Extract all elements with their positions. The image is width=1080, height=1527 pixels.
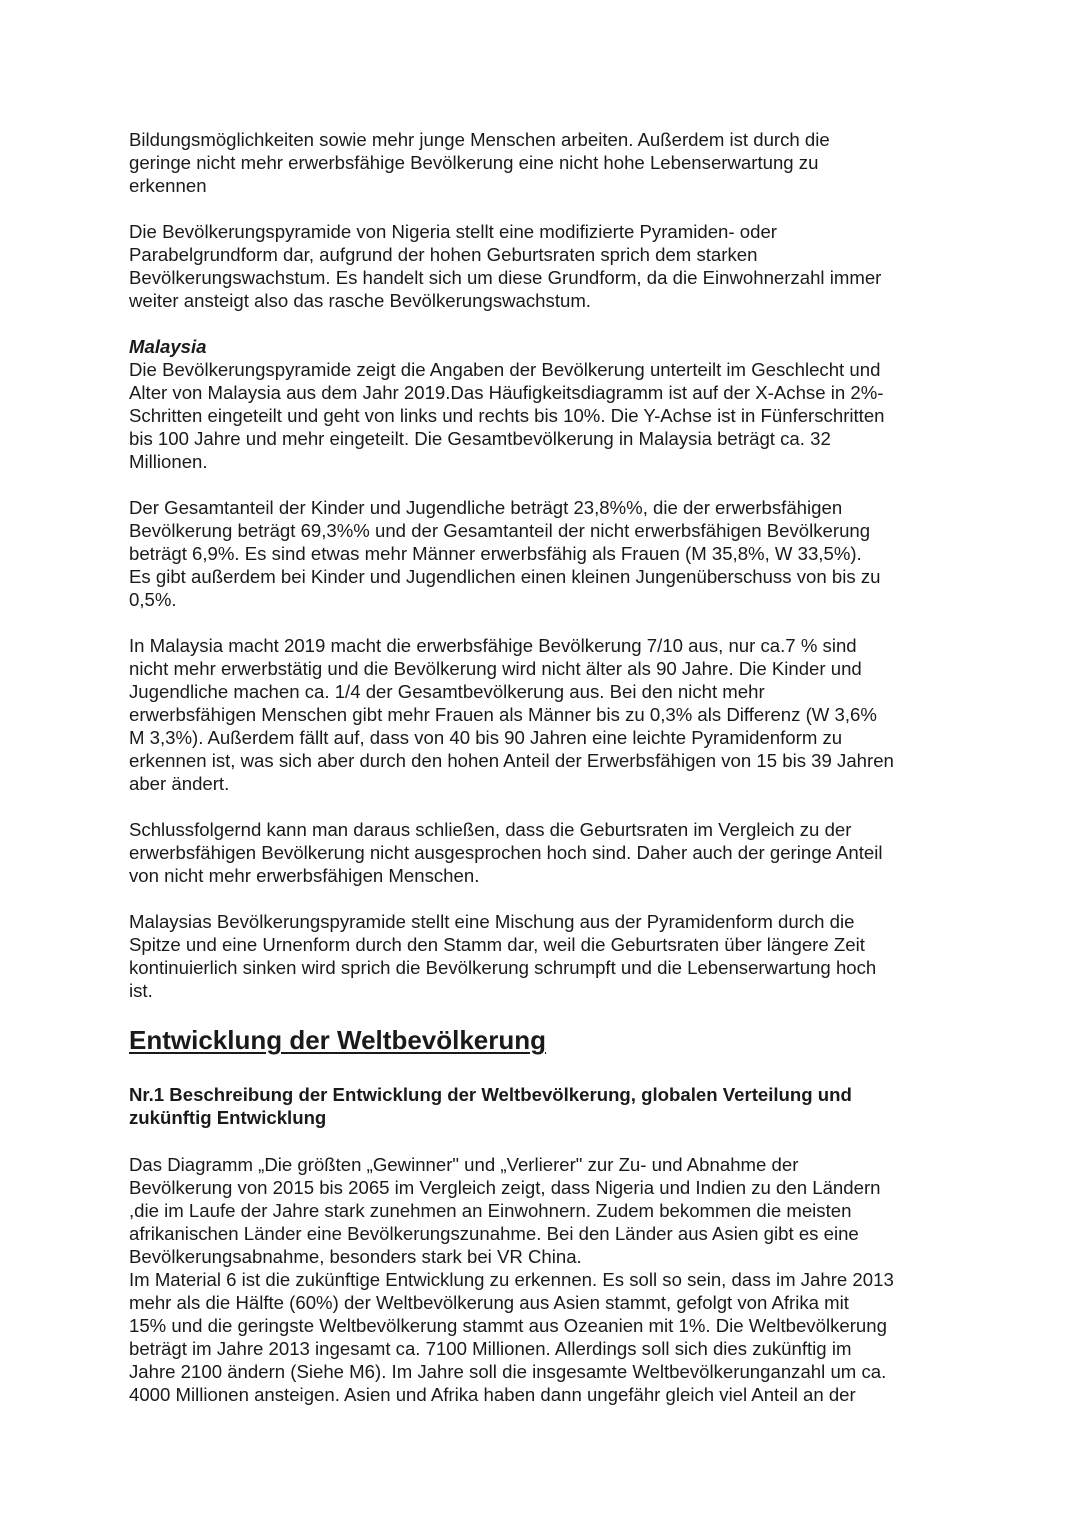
text-line: Jahre 2100 ändern (Siehe M6). Im Jahre soll die insgesamte Weltbevölkerunganzahl um ca.: [129, 1361, 887, 1382]
intro-paragraph-2: [129, 220, 959, 312]
text-line: In Malaysia macht 2019 macht die erwerbsfähige Bevölkerung 7/10 aus, nur ca.7 % sind: [129, 635, 857, 656]
text-line: Der Gesamtanteil der Kinder und Jugendliche beträgt 23,8%%, die der erwerbsfähigen: [129, 497, 843, 518]
text-line: Schritten eingeteilt und geht von links und rechts bis 10%. Die Y-Achse ist in Fünferschritten: [129, 405, 885, 426]
text-line: erkennen ist, was sich aber durch den hohen Anteil der Erwerbsfähigen von 15 bis 39 Jahren: [129, 750, 894, 771]
text-line: Bevölkerung von 2015 bis 2065 im Vergleich zeigt, dass Nigeria und Indien zu den Ländern: [129, 1177, 881, 1198]
text-line: 0,5%.: [129, 589, 177, 610]
document-page: [129, 128, 959, 1406]
malaysia-heading: Malaysia: [129, 336, 207, 357]
text-line: kontinuierlich sinken wird sprich die Bevölkerung schrumpft und die Lebenserwartung hoch: [129, 957, 877, 978]
text-line: Bevölkerungsabnahme, besonders stark bei VR China.: [129, 1246, 582, 1267]
text-line: Im Material 6 ist die zukünftige Entwicklung zu erkennen. Es soll so sein, dass im Jahre 2013: [129, 1269, 894, 1290]
text-line: aber ändert.: [129, 773, 230, 794]
section-paragraph-1: [129, 1153, 959, 1406]
subtitle-line: Nr.1 Beschreibung der Entwicklung der Weltbevölkerung, globalen Verteilung und: [129, 1084, 852, 1105]
malaysia-paragraph-4: [129, 818, 959, 887]
text-line: Es gibt außerdem bei Kinder und Jugendlichen einen kleinen Jungenüberschuss von bis zu: [129, 566, 881, 587]
text-line: 15% und die geringste Weltbevölkerung stammt aus Ozeanien mit 1%. Die Weltbevölkerung: [129, 1315, 887, 1336]
text-line: Die Bevölkerungspyramide von Nigeria stellt eine modifizierte Pyramiden- oder: [129, 221, 777, 242]
text-line: afrikanischen Länder eine Bevölkerungszunahme. Bei den Länder aus Asien gibt es eine: [129, 1223, 859, 1244]
text-line: Bildungsmöglichkeiten sowie mehr junge Menschen arbeiten. Außerdem ist durch die: [129, 129, 830, 150]
text-line: Schlussfolgernd kann man daraus schließen, dass die Geburtsraten im Vergleich zu der: [129, 819, 852, 840]
malaysia-paragraph-3: [129, 634, 959, 795]
intro-paragraph-1: [129, 128, 959, 197]
text-line: ist.: [129, 980, 153, 1001]
text-line: Die Bevölkerungspyramide zeigt die Angaben der Bevölkerung unterteilt im Geschlecht und: [129, 359, 881, 380]
subtitle-line: zukünftig Entwicklung: [129, 1107, 327, 1128]
text-line: nicht mehr erwerbstätig und die Bevölkerung wird nicht älter als 90 Jahre. Die Kinder und: [129, 658, 862, 679]
section-title: Entwicklung der Weltbevölkerung: [129, 1025, 547, 1055]
text-line: Bevölkerung beträgt 69,3%% und der Gesamtanteil der nicht erwerbsfähigen Bevölkerung: [129, 520, 871, 541]
malaysia-paragraph-5: [129, 910, 959, 1002]
text-line: bis 100 Jahre und mehr eingeteilt. Die Gesamtbevölkerung in Malaysia beträgt ca. 32: [129, 428, 831, 449]
text-line: 4000 Millionen ansteigen. Asien und Afrika haben dann ungefähr gleich viel Anteil an der: [129, 1384, 856, 1405]
section-subtitle: [129, 1083, 959, 1129]
text-line: weiter ansteigt also das rasche Bevölkerungswachstum.: [129, 290, 591, 311]
text-line: erwerbsfähigen Menschen gibt mehr Frauen als Männer bis zu 0,3% als Differenz (W 3,6%: [129, 704, 877, 725]
text-line: von nicht mehr erwerbsfähigen Menschen.: [129, 865, 480, 886]
text-line: geringe nicht mehr erwerbsfähige Bevölkerung eine nicht hohe Lebenserwartung zu: [129, 152, 819, 173]
text-line: Parabelgrundform dar, aufgrund der hohen Geburtsraten sprich dem starken: [129, 244, 758, 265]
text-line: Bevölkerungswachstum. Es handelt sich um diese Grundform, da die Einwohnerzahl immer: [129, 267, 882, 288]
text-line: beträgt 6,9%. Es sind etwas mehr Männer erwerbsfähig als Frauen (M 35,8%, W 33,5%).: [129, 543, 862, 564]
text-line: erwerbsfähigen Bevölkerung nicht ausgesprochen hoch sind. Daher auch der geringe Anteil: [129, 842, 883, 863]
malaysia-paragraph-2: [129, 496, 959, 611]
text-line: Spitze und eine Urnenform durch den Stamm dar, weil die Geburtsraten über längere Zeit: [129, 934, 865, 955]
text-line: M 3,3%). Außerdem fällt auf, dass von 40 bis 90 Jahren eine leichte Pyramidenform zu: [129, 727, 843, 748]
text-line: mehr als die Hälfte (60%) der Weltbevölkerung aus Asien stammt, gefolgt von Afrika mit: [129, 1292, 849, 1313]
text-line: Malaysias Bevölkerungspyramide stellt eine Mischung aus der Pyramidenform durch die: [129, 911, 855, 932]
text-line: Das Diagramm „Die größten „Gewinner" und „Verlierer" zur Zu- und Abnahme der: [129, 1154, 799, 1175]
text-line: Jugendliche machen ca. 1/4 der Gesamtbevölkerung aus. Bei den nicht mehr: [129, 681, 765, 702]
text-line: beträgt im Jahre 2013 ingesamt ca. 7100 Millionen. Allerdings soll sich dies zukünftig im: [129, 1338, 852, 1359]
text-line: erkennen: [129, 175, 207, 196]
text-line: ,die im Laufe der Jahre stark zunehmen an Einwohnern. Zudem bekommen die meisten: [129, 1200, 852, 1221]
text-line: Millionen.: [129, 451, 208, 472]
text-line: Alter von Malaysia aus dem Jahr 2019.Das Häufigkeitsdiagramm ist auf der X-Achse in 2%-: [129, 382, 884, 403]
malaysia-paragraph-1: [129, 335, 959, 473]
